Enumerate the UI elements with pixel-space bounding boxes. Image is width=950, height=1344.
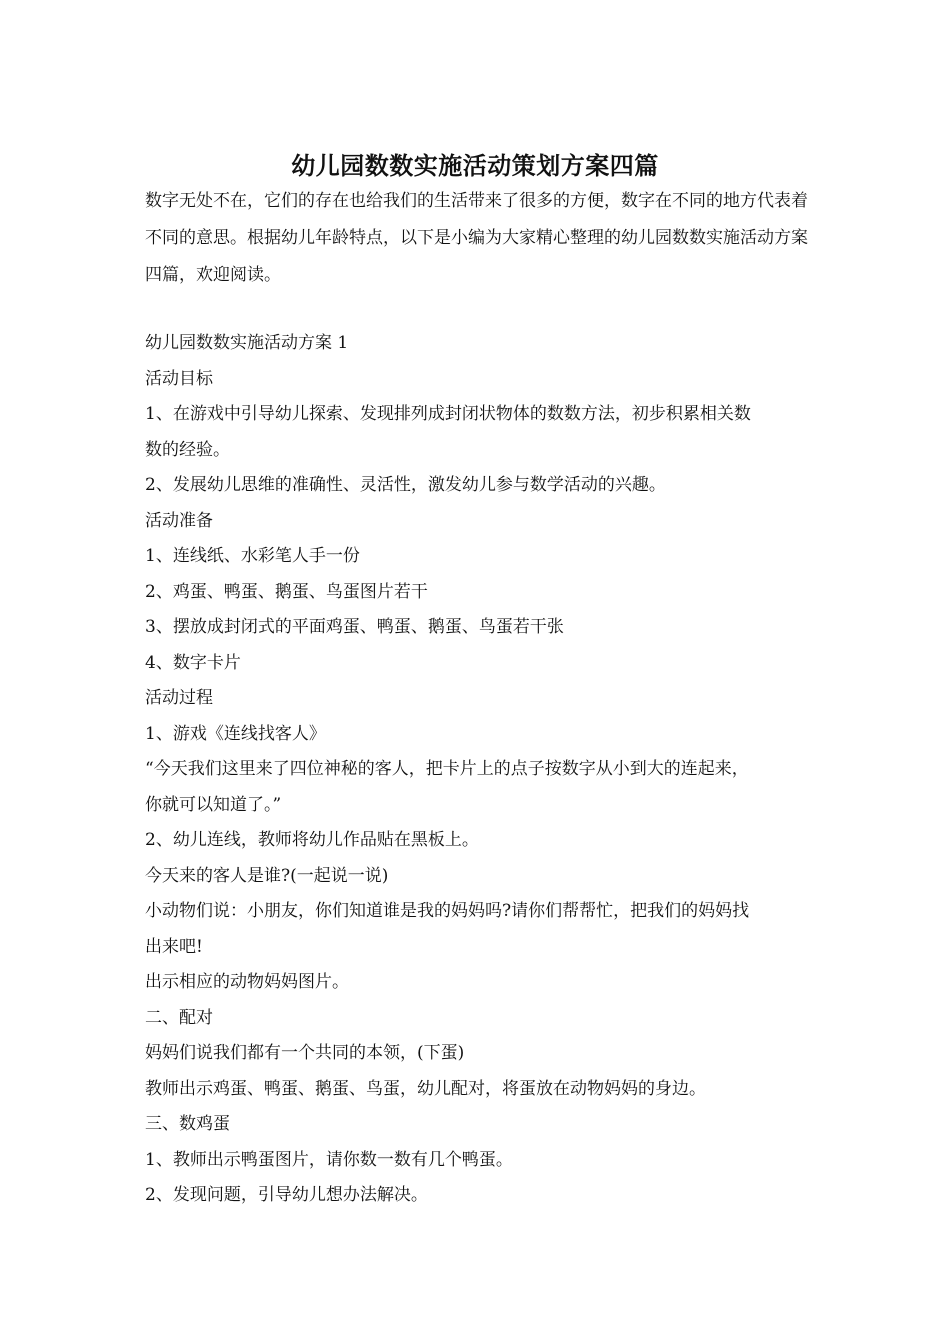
- body-line: 1、教师出示鸭蛋图片，请你数一数有几个鸭蛋。: [145, 1149, 513, 1170]
- body-line: 妈妈们说我们都有一个共同的本领，(下蛋): [145, 1043, 465, 1063]
- body-line: 3、摆放成封闭式的平面鸡蛋、鸭蛋、鹅蛋、鸟蛋若干张: [145, 617, 564, 637]
- body-line: 2、发展幼儿思维的准确性、灵活性，激发幼儿参与数学活动的兴趣。: [145, 475, 666, 495]
- body-line: 今天来的客人是谁?(一起说一说): [145, 865, 389, 886]
- body-line: “今天我们这里来了四位神秘的客人，把卡片上的点子按数字从小到大的连起来，: [145, 759, 749, 779]
- intro-paragraph: 数字无处不在，它们的存在也给我们的生活带来了很多的方便，数字在不同的地方代表着不同的意思。根据幼儿年龄特点，以下是小编为大家精心整理的幼儿园数数实施活动方案四篇，欢迎阅读。: [145, 191, 808, 285]
- body-line: 活动准备: [145, 510, 213, 531]
- body-line: 出示相应的动物妈妈图片。: [145, 972, 349, 992]
- body-line: 幼儿园数数实施活动方案 1: [145, 333, 349, 353]
- body-line: 你就可以知道了。”: [145, 794, 282, 815]
- document-title: 幼儿园数数实施活动策划方案四篇: [291, 151, 659, 181]
- body-line: 2、发现问题，引导幼儿想办法解决。: [145, 1185, 428, 1205]
- body-line: 教师出示鸡蛋、鸭蛋、鹅蛋、鸟蛋，幼儿配对，将蛋放在动物妈妈的身边。: [145, 1078, 706, 1099]
- body-line: 活动过程: [145, 688, 213, 708]
- body-line: 2、鸡蛋、鸭蛋、鹅蛋、鸟蛋图片若干: [145, 581, 428, 602]
- body-line: 数的经验。: [145, 439, 230, 460]
- body-line: 三、数鸡蛋: [145, 1114, 230, 1134]
- body-line: 出来吧!: [145, 936, 203, 957]
- body-line: 活动目标: [145, 368, 213, 389]
- document-body: [145, 326, 825, 1214]
- body-line: 二、配对: [145, 1007, 213, 1028]
- body-line: 1、连线纸、水彩笔人手一份: [145, 546, 360, 566]
- body-line: 2、幼儿连线，教师将幼儿作品贴在黑板上。: [145, 830, 479, 850]
- body-line: 1、游戏《连线找客人》: [145, 723, 326, 744]
- body-line: 1、在游戏中引导幼儿探索、发现排列成封闭状物体的数数方法，初步积累相关数: [145, 404, 751, 424]
- body-line: 小动物们说：小朋友，你们知道谁是我的妈妈吗?请你们帮帮忙，把我们的妈妈找: [145, 901, 750, 921]
- body-line: 4、数字卡片: [145, 652, 241, 673]
